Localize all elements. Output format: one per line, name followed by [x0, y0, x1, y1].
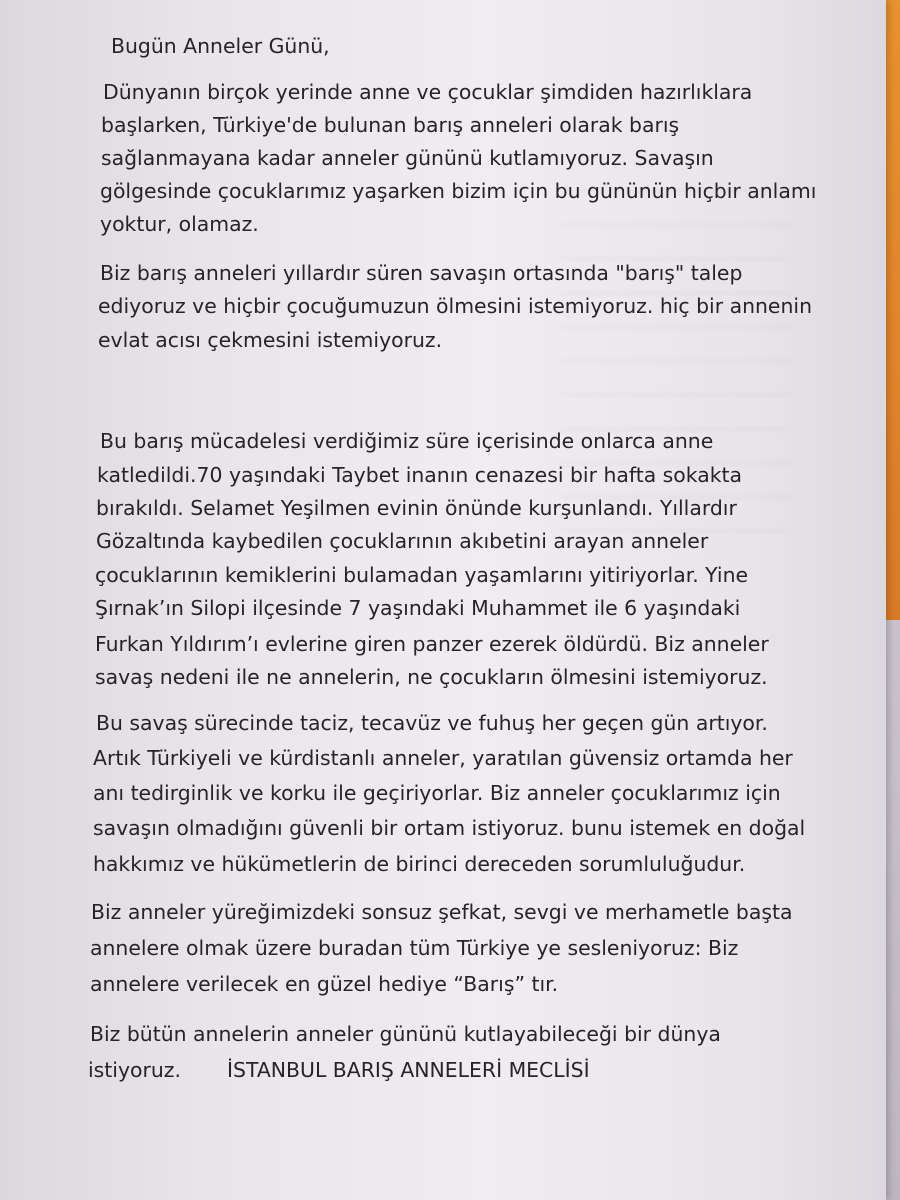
letter-line: savaşın olmadığını güvenli bir ortam istiyoruz. bunu istemek en doğal — [93, 816, 806, 840]
letter-line: Şırnak’ın Silopi ilçesinde 7 yaşındaki Muhammet ile 6 yaşındaki — [95, 596, 741, 620]
letter-line: Biz bütün annelerin anneler gününü kutlayabileceği bir dünya — [90, 1022, 721, 1046]
letter-line: evlat acısı çekmesini istemiyoruz. — [98, 328, 443, 352]
letter-line: Biz anneler yüreğimizdeki sonsuz şefkat, sevgi ve merhametle başta — [91, 900, 793, 924]
letter-line: Biz barış anneleri yıllardır süren savaşın ortasında "barış" talep — [100, 261, 743, 285]
letter-line: annelere verilecek en güzel hediye “Barış” tır. — [90, 972, 559, 996]
letter-line: başlarken, Türkiye'de bulunan barış anneleri olarak barış — [101, 113, 680, 137]
letter-line: Dünyanın birçok yerinde anne ve çocuklar şimdiden hazırlıklara — [103, 80, 753, 104]
signature: İSTANBUL BARIŞ ANNELERİ MECLİSİ — [227, 1058, 590, 1082]
letter-line: sağlanmayana kadar anneler gününü kutlamıyoruz. Savaşın — [101, 146, 714, 170]
letter-line: annelere olmak üzere buradan tüm Türkiye ye sesleniyoruz: Biz — [90, 936, 739, 960]
letter-line: katledildi.70 yaşındaki Taybet inanın cenazesi bir hafta sokakta — [97, 463, 743, 487]
letter-line: savaş nedeni ile ne annelerin, ne çocukların ölmesini istemiyoruz. — [95, 665, 768, 689]
letter-line: gölgesinde çocuklarımız yaşarken bizim için bu gününün hiçbir anlamı — [100, 179, 817, 203]
letter-line: istiyoruz. — [88, 1058, 181, 1082]
letter-line: Furkan Yıldırım’ı evlerine giren panzer ezerek öldürdü. Biz anneler — [95, 632, 769, 656]
letter-line: Artık Türkiyeli ve kürdistanlı anneler, yaratılan güvensiz ortamda her — [93, 746, 793, 770]
letter-line: yoktur, olamaz. — [100, 212, 259, 236]
letter-line: Bu savaş sürecinde taciz, tecavüz ve fuhuş her geçen gün artıyor. — [96, 711, 768, 735]
letter-line: çocuklarının kemiklerini bulamadan yaşamlarını yitiriyorlar. Yine — [95, 563, 749, 587]
greeting-line: Bugün Anneler Günü, — [111, 34, 330, 58]
letter-line: anı tedirginlik ve korku ile geçiriyorlar. Biz anneler çocuklarımız için — [93, 781, 781, 805]
letter-line: bırakıldı. Selamet Yeşilmen evinin önünde kurşunlandı. Yıllardır — [96, 496, 737, 520]
letter-line: ediyoruz ve hiçbir çocuğumuzun ölmesini istemiyoruz. hiç bir annenin — [98, 294, 812, 318]
letter-line: Bu barış mücadelesi verdiğimiz süre içerisinde onlarca anne — [100, 429, 714, 453]
letter-line: Gözaltında kaybedilen çocuklarının akıbetini arayan anneler — [96, 529, 709, 553]
letter-line: hakkımız ve hükümetlerin de birinci dereceden sorumluluğudur. — [93, 852, 746, 876]
paper-edge-shadow — [886, 620, 900, 1200]
